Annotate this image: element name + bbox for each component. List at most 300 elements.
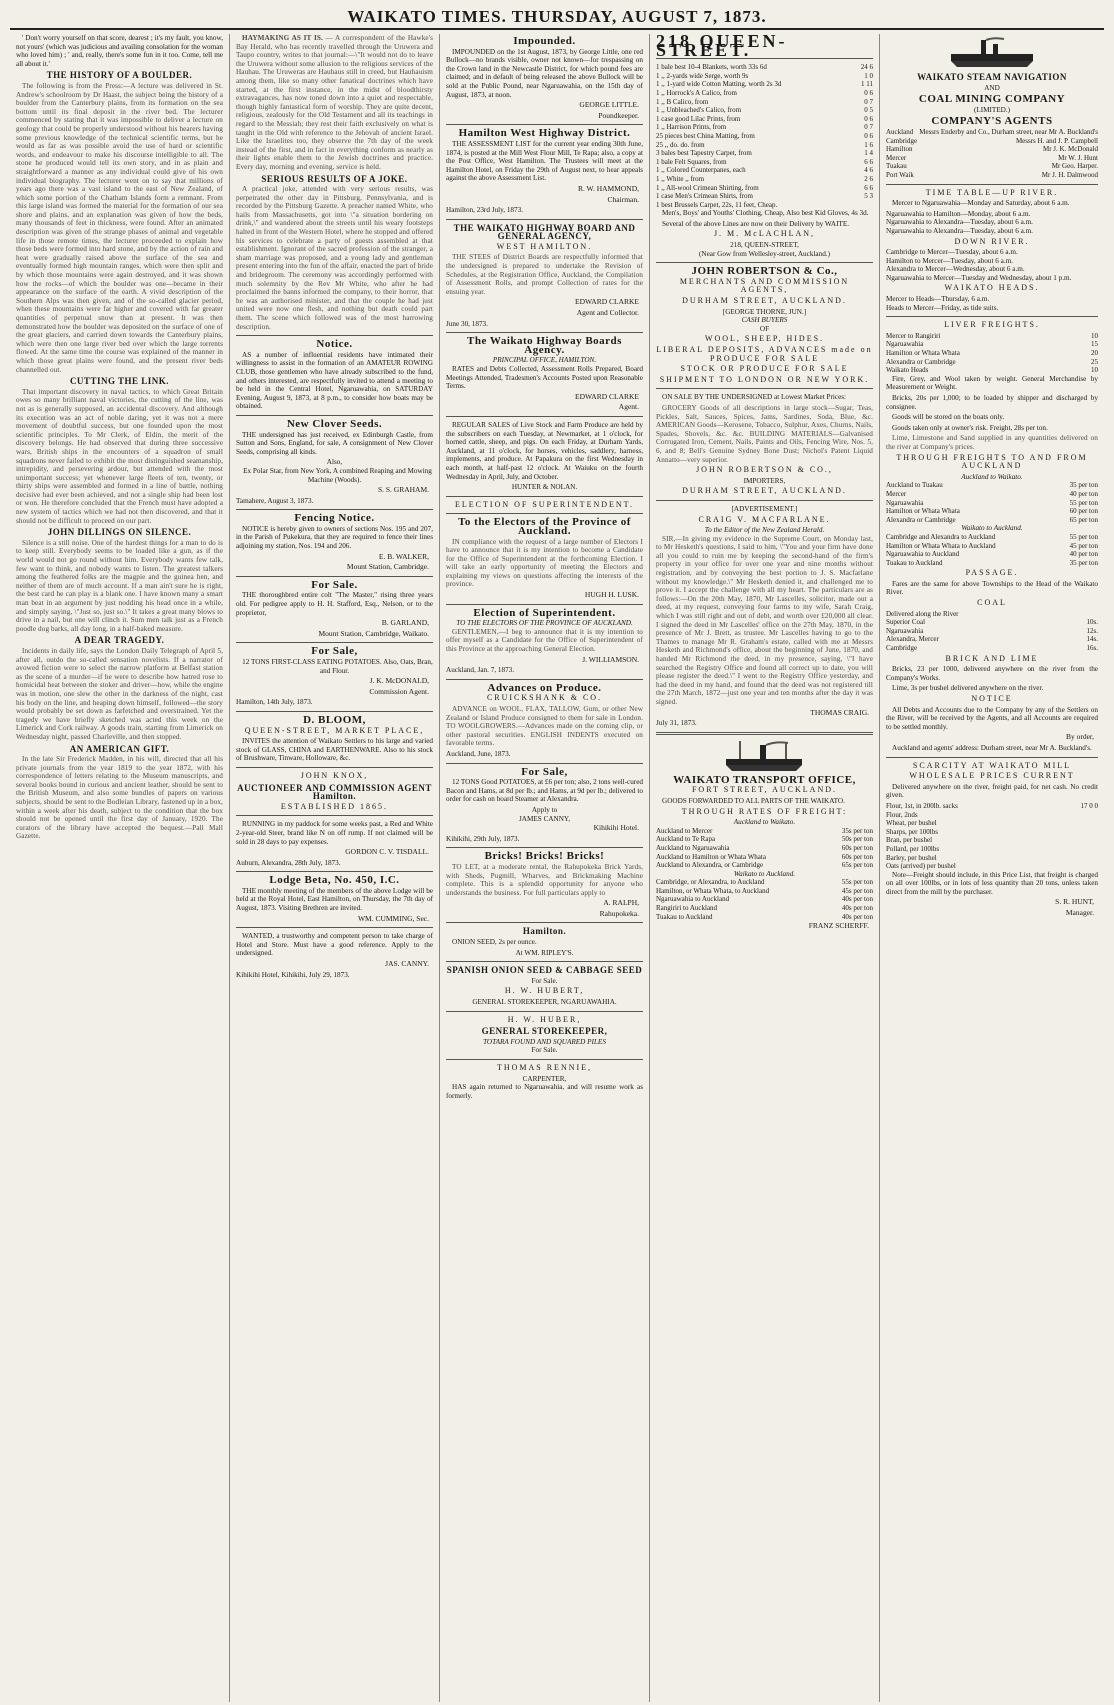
lime-text2: Lime, 3s per bushel delivered anywhere on the river. xyxy=(892,684,1044,693)
rates2-list xyxy=(656,878,873,921)
scarcity: SCARCITY AT WAIKATO MILL xyxy=(912,760,1072,770)
board-sig: EDWARD CLARKE xyxy=(575,297,639,307)
article-text: Silence is a still noise. One of the hardest things for a man to do is to keep still. Everybody seems to be loaded like a gun, as if the world would not go round without him. Everybody wants few talk, few want to think, and nobody wants to listen. The greatest talkers among the feathered folks are the magpie and the guinea hen, and neither of them are of much account. If a man ain't sure he is right, the best card he can play is a blank one. I have known many a smart man beat in an argument by just nodding his head once in a while, and simply saying, \"Just so, just so.\" It takes a great many blows to drive in a nail, but one will clinch it. Sum men talk just as a French poodle dog barks, all day long, in a half-baked measure. xyxy=(16,538,223,633)
storekeeper: GENERAL STOREKEEPER, xyxy=(481,1026,608,1037)
bloom-title: D. BLOOM, xyxy=(303,713,366,726)
wholesale-row xyxy=(886,845,1098,854)
agency-title: The Waikato Highway Boards Agency. xyxy=(467,335,622,356)
fare-row xyxy=(886,332,1098,341)
rate-row-label: Hamilton, or Whata Whata, to Auckland xyxy=(656,886,770,895)
timetable-line: Ngaruawahia to Hamilton—Monday, about 6 a.m. xyxy=(886,209,1031,218)
craig: CRAIG V. MACFARLANE. xyxy=(698,514,831,524)
price-item-value: 0 5 xyxy=(864,106,873,115)
coal-row xyxy=(886,644,1098,653)
coal-row-label: Ngaruawahia xyxy=(886,626,924,635)
wholesale: WHOLESALE PRICES CURRENT xyxy=(909,771,1075,781)
masthead: WAIKATO TIMES. THURSDAY, AUGUST 7, 1873. xyxy=(10,6,1104,30)
column-1 xyxy=(10,34,230,1702)
rate-row-value: 35s per ton xyxy=(841,826,873,835)
notice-place: Auckland and agents' address: Durham street, near Mr A. Buckland's. xyxy=(892,743,1092,752)
article-heading-silence: JOHN DILLINGS ON SILENCE. xyxy=(47,527,192,538)
rennie-text: HAS again returned to Ngaruawahia, and will resume work as formerly. xyxy=(446,1083,643,1100)
agent-row-value: Mr J. H. Dalmwood xyxy=(1041,170,1098,179)
price-item-label: 1 case good Lilac Prints, from xyxy=(656,114,741,123)
price-item xyxy=(656,175,873,184)
price-item xyxy=(656,192,873,201)
agent-row-value: Mr W. J. Hunt xyxy=(1058,153,1098,162)
clover-sig: S. S. GRAHAM. xyxy=(377,485,429,495)
rate-row-value: 40s per ton xyxy=(841,904,873,913)
craig-sig: THOMAS CRAIG. xyxy=(810,707,869,717)
timetable-line: Mercer to Heads—Thursday, 6 a.m. xyxy=(886,295,990,304)
price-item-label: 1 ,, White ,, from xyxy=(656,174,705,183)
tons-title: For Sale, xyxy=(521,765,568,778)
freight-row-value: 65 per ton xyxy=(1069,515,1098,524)
rate-row xyxy=(656,827,873,836)
bloom-sub: QUEEN-STREET, MARKET PLACE, xyxy=(244,725,425,735)
freight-row-label: Cambridge and Alexandra to Auckland xyxy=(886,532,996,541)
fenc-sub: Auckland to Waikato. xyxy=(961,472,1023,481)
bricks-text: TO LET, at a moderate rental, the Rahupokeka Brick Yards, with Sheds, Pugmill, Wharves, and Brickmaking Machine complete. This is a splendid opportunity for anyone who understands the business. For full particulars apply to xyxy=(446,862,643,897)
tons-apply: Apply to xyxy=(531,805,558,814)
agency-role: Agent. xyxy=(618,402,639,412)
passage-title: PASSAGE. xyxy=(965,568,1019,578)
advances-text: ADVANCE on WOOL, FLAX, TALLOW, Gum, or other New Zealand or Island Produce consigned to them for sale in London. TO WOOLGROWERS.—Advances made on the coming clip, or other pastoral securities. ENGLISH INDENTS executed on favorable terms. xyxy=(446,705,643,748)
fare-row-value: 15 xyxy=(1091,340,1098,349)
agent-row xyxy=(886,128,1098,137)
fare-row-value: 20 xyxy=(1091,349,1098,358)
price-item xyxy=(656,123,873,132)
craig-date: July 31, 1873. xyxy=(656,719,697,728)
fare-row xyxy=(886,366,1098,375)
freight-row-value: 45 per ton xyxy=(1069,541,1098,550)
agent-row xyxy=(886,162,1098,171)
transport-addr: FORT STREET, AUCKLAND. xyxy=(691,785,837,795)
coal-row-label: Cambridge xyxy=(886,644,918,653)
rate-row-value: 65s per ton xyxy=(841,861,873,870)
rate-row xyxy=(656,861,873,870)
rate-row xyxy=(656,844,873,853)
bricks-sig: A. RALPH, xyxy=(603,898,639,908)
fare-row-value: 25 xyxy=(1091,357,1098,366)
article-text: In the late Sir Frederick Madden, in his will, directed that all his private journals from the year 1819 to the year 1872, with his correspondence of letters relating to the Museum manuscripts, and several books bound in curious and ancient leather, should be sent to the British Museum, and also some bundles of papers on various subjects, should be sent to the Bodleian Library, fastened up in a box, within a week after his death, subject to the condition that the box should not be opened until the first day of January, 1920. The curators of the library have accepted the bequest.—Pall Mall Gazette. xyxy=(16,755,224,841)
freight-row-label: Ngaruawahia xyxy=(886,498,924,507)
hunter-sig: HUNTER & NOLAN. xyxy=(511,483,578,492)
coal-row-value: 14s. xyxy=(1086,635,1098,644)
column-5 xyxy=(880,34,1104,1702)
rate-row-label: Ngaruawahia to Auckland xyxy=(656,895,730,904)
coal-row xyxy=(886,627,1098,636)
agent-row-value: Messrs H. and J. P. Campbell xyxy=(1015,136,1098,145)
rate-row-label: Rangiriri to Auckland xyxy=(656,904,718,913)
impounded-text: IMPOUNDED on the 1st August, 1873, by George Little, one red Bullock—no brands visible, owner not known—for trespassing on the Crown land in the Newcastle District, for which pound fees are claimed; and in default of being released the above Bullock will be sold at the Public Pound, near Ngaruawahia, on the 15th day of August, 1873, at noon. xyxy=(446,47,643,99)
delivered: Delivered anywhere on the river, freight paid, for net cash. No credit given. xyxy=(886,782,1098,800)
rate-row-label: Cambridge, or Alexandra, to Auckland xyxy=(656,878,765,887)
price-item xyxy=(656,132,873,141)
coal-title: COAL MINING COMPANY xyxy=(918,93,1066,106)
tons-place: Kihikihi Hotel. xyxy=(593,823,639,833)
coal-list xyxy=(886,610,1098,653)
price-item-value: 0 7 xyxy=(864,123,873,132)
shipment: SHIPMENT TO LONDON OR NEW YORK. xyxy=(659,374,870,384)
bloom-text: INVITES the attention of Waikato Settlers to his large and varied stock of GLASS, CHINA and EARTHENWARE. Also to his stock of Brushware, Tinware, Holloware, &c. xyxy=(236,737,433,763)
price-item-value: 24 6 xyxy=(860,63,873,72)
heads-title: WAIKATO HEADS. xyxy=(944,283,1040,293)
fire-text: Fire, Grey, and Wool taken by weight. General Merchandise by Measurement or Weight. xyxy=(886,374,1098,392)
durham: DURHAM STREET, AUCKLAND. xyxy=(682,486,847,496)
tons-text: 12 TONS Good POTATOES, at £6 per ton; also, 2 tons well-cured Bacon and Hams, at 8d per lb.; and Hams, at 9d per lb.; delivered to order for cash on board Steamer at Alexandra. xyxy=(446,778,643,804)
coal-head: COAL xyxy=(977,598,1007,608)
rate-row-label: Auckland to Hamilton or Whata Whata xyxy=(656,852,766,861)
rate-row-label: Auckland to Te Rapa xyxy=(656,835,716,844)
freight-row-label: Alexandra or Cambridge xyxy=(886,515,956,524)
price-item-label: 1 ,, Harrison Prints, from xyxy=(656,123,727,132)
agent-row-label: Tuakau xyxy=(886,162,907,171)
rate-row-value: 50s per ton xyxy=(841,835,873,844)
coal-row-value: 16s. xyxy=(1086,644,1098,653)
fare-row xyxy=(886,340,1098,349)
lodge-sig: WM. CUMMING, Sec. xyxy=(357,913,429,923)
huber2: H. W. HUBER, xyxy=(507,1014,582,1024)
onsale-list: GROCERY Goods of all descriptions in large stock—Sugar, Teas, Pickles, Salt, Sauces, Spices, Jams, Sardines, Soda, Blue, &c. AMERICAN Goods—Kerosene, Tobacco, Sulphur, Axes, Churns, Nails, Spades, Shovels, &c. &c. BUILDING MATERIALS—Galvanised Corrugated Iron, Cement, Nails, Paints and Oils, Fencing Wire, Nos. 5, 6, and 8; Bell's Genuine Sydney Bone Dust; Nichol's Patent Liquid Annatto—very superior. xyxy=(656,403,873,464)
wanted-date: Kihikihi Hotel, Kihikihi, July 29, 1873. xyxy=(236,970,350,979)
hunter-text: REGULAR SALES of Live Stock and Farm Produce are held by the subscribers on each Tuesday, at Newmarket, at 1 o'clock, for horned cattle, sheep, and pigs. On each Friday, at Durham Yards, Auckland, at 11 o'clock, for horses, vehicles, saddlery, harness, implements, and produce. At Papakura on the first Wednesday in each month, at half-past 12 o'clock. At Waiuku on the fourth Wednesday in April, July, and October. xyxy=(446,420,643,481)
also-text: Men's, Boys' and Youths' Clothing, Cheap, Also best Kid Gloves, 4s 3d. xyxy=(662,209,869,218)
rate-row xyxy=(656,887,873,896)
bricks-title: Bricks! Bricks! Bricks! xyxy=(484,850,605,863)
price-item xyxy=(656,63,873,72)
goods-text: Goods will be stored on the boats only. xyxy=(892,413,1005,422)
onion-text: ONION SEED, 2s per ounce. xyxy=(452,938,537,947)
election2-date: Auckland, Jan. 7, 1873. xyxy=(446,666,515,675)
onsale: ON SALE BY THE UNDERSIGNED at Lowest Market Prices: xyxy=(662,393,847,402)
price-item xyxy=(656,89,873,98)
limited: (LIMITED.) xyxy=(973,105,1011,114)
freight-row xyxy=(886,559,1098,568)
fare-row-label: Alexandra or Cambridge xyxy=(886,357,956,366)
timetable-line: Ngaruawahia to Mercer—Tuesday and Wednesday, about 1 p.m. xyxy=(886,273,1072,282)
impounded-sig: GEORGE LITTLE. xyxy=(579,100,639,110)
price-item-value: 4 6 xyxy=(864,166,873,175)
election2-sub: TO THE ELECTORS OF THE PROVINCE OF AUCKLAND. xyxy=(456,619,633,628)
price-item-label: 25 pieces best China Matting, from xyxy=(656,131,755,140)
timetable-line: Hamilton to Mercer—Tuesday, about 6 a.m. xyxy=(886,256,1014,265)
price-list xyxy=(656,63,873,209)
heads-lines xyxy=(886,295,1098,312)
price-item xyxy=(656,98,873,107)
rate-row-label: Auckland to Ngaruawahia xyxy=(656,843,730,852)
clover-text: THE undersigned has just received, ex Edinburgh Castle, from Sutton and Sons, England, for sale, A consignment of New Clover Seeds, comprising all kinds. xyxy=(236,430,433,456)
robertson: JOHN ROBERTSON & Co., xyxy=(691,265,838,278)
price-item xyxy=(656,141,873,150)
rate-row-label: Auckland to Mercer xyxy=(656,826,713,835)
stock: STOCK OR PRODUCE FOR SALE xyxy=(680,364,849,374)
price-item xyxy=(656,184,873,193)
price-item xyxy=(656,80,873,89)
fare-row-value: 10 xyxy=(1091,331,1098,340)
robertson-addr: DURHAM STREET, AUCKLAND. xyxy=(682,296,847,306)
freight-row-label: Tuakau to Auckland xyxy=(886,558,943,567)
agent-row-value: Mr J. K. McDonald xyxy=(1042,145,1098,154)
fares-title: LIVER FREIGHTS. xyxy=(944,320,1040,330)
wholesale-row-label: Wheat, per bushel xyxy=(886,819,937,828)
steamship-icon xyxy=(720,739,810,773)
price-item-value: 1 6 xyxy=(864,140,873,149)
forsale-text: THE thoroughbred entire colt "The Master," rising three years old. For pedigree apply to H. H. Stafford, Esq., Nelson, or to the proprietor, xyxy=(236,591,433,617)
potatoes-sig: J. K. McDONALD, xyxy=(369,676,429,686)
article-text: That important discovery in naval tactics, to which Great Britain owes so many brilliant naval victories, the cutting of the line, was not as is generally supposed, an accidental discovery. And although its execution was an act of noble daring, yet it was not a mere movement of doubtful success, but one founded upon the most scientific principles. To Mr Clerk, of Eldin, the merit of the discovery belongs. He had observed that during three successive wars, British ships in the encounters of a squadron of small squadrons never failed to exhibit the most distinguished seamanship, intrepidity, and persevering ardour, but attended with the most unimportant success; yet whenever large fleets of ten, twenty, or thirty ships were assembled and formed in a line of battle, nothing decisive had ever been achieved, and not a single ship had been lost or won. He therefore concluded that the French must have adopted a new system of tactics which we had not then discovered, and that it should not be difficult to proceed on our part. xyxy=(16,387,223,525)
fare-row-label: Mercer to Rangiriri xyxy=(886,331,941,340)
knox-title: AUCTIONEER AND COMMISSION AGENT Hamilton. xyxy=(237,782,432,802)
wholesale-row-value: 17 0 0 xyxy=(1080,801,1098,810)
price-item-label: 1 bale best 10-4 Blankets, worth 33s 6d xyxy=(656,63,767,72)
coal-row-label: Delivered along the River xyxy=(886,609,959,618)
freight-row-value: 60 per ton xyxy=(1069,507,1098,516)
fencing-sig: E. B. WALKER, xyxy=(378,551,429,561)
manager-sig: S. R. HUNT, xyxy=(1055,897,1094,907)
article-credit: —Pall Mall Gazette. xyxy=(16,823,224,841)
freight-row-label: Mercer xyxy=(886,489,907,498)
article-heading-link: CUTTING THE LINK. xyxy=(69,376,170,387)
forsale-title: For Sale. xyxy=(311,578,358,591)
notice-text: All Debts and Accounts due to the Company by any of the Settlers on the River, will be received by the Agents, and all Accounts are required to be settled monthly. xyxy=(886,705,1098,731)
article-heading-tragedy: A DEAR TRAGEDY. xyxy=(74,635,165,646)
election2-text: GENTLEMEN,—I beg to announce that it is my intention to offer myself as a Candidate for the Office of Superintendent of this Province at the approaching General Election. xyxy=(446,627,643,654)
totara-sub: For Sale. xyxy=(531,1046,558,1055)
rate-row-value: 60s per ton xyxy=(841,852,873,861)
election-title: ELECTION OF SUPERINTENDENT. xyxy=(455,499,634,509)
rate-row-value: 60s per ton xyxy=(841,843,873,852)
down-title: DOWN RIVER. xyxy=(954,236,1030,246)
price-item xyxy=(656,201,873,210)
coal-row xyxy=(886,635,1098,644)
agent-row-value: Mr Geo. Harper. xyxy=(1051,162,1098,171)
robertson-role: MERCHANTS AND COMMISSION AGENTS, xyxy=(679,276,850,295)
agent-row-label: Cambridge xyxy=(886,136,918,145)
rate-row xyxy=(656,904,873,913)
freight-row-value: 35 per ton xyxy=(1069,558,1098,567)
wholesale-row-label: Flour, 2nds xyxy=(886,810,918,819)
agent-row-label: Port Waik xyxy=(886,170,914,179)
price-item xyxy=(656,115,873,124)
time-text: Mercer to Ngaruawahia—Monday and Saturday, about 6 a.m. xyxy=(892,199,1070,208)
clover-also: Also, xyxy=(326,458,343,467)
lime-notice: Lime, Limestone and Sand supplied in any quantities delivered on the river at Company's prices. xyxy=(886,434,1098,451)
price-item-label: 1 ,, Unbleached's Calico, from xyxy=(656,106,742,115)
freight-row-label: Auckland to Tuakau xyxy=(886,481,943,490)
rate-row-label: Tuakau to Auckland xyxy=(656,912,713,921)
electors-title: To the Electors of the Province of Auckland. xyxy=(458,516,631,537)
agent-row xyxy=(886,137,1098,146)
fenc2-list xyxy=(886,533,1098,567)
agent-row-label: Mercer xyxy=(886,153,907,162)
electors-sig: HUGH H. LUSK. xyxy=(584,590,639,600)
fenc-title: THROUGH FREIGHTS TO AND FROM AUCKLAND xyxy=(896,452,1088,471)
columns xyxy=(10,34,1104,1702)
price-item xyxy=(656,149,873,158)
totara: TOTARA FOUND AND SQUARED PILES xyxy=(483,1037,606,1046)
wholesale-row xyxy=(886,828,1098,837)
article-heading-joke: SERIOUS RESULTS OF A JOKE. xyxy=(261,173,408,184)
forsale-sig: B. GARLAND, xyxy=(381,618,429,628)
price-item-value: 1 11 xyxy=(861,80,873,89)
freight-row-label: Ngaruawahia to Auckland xyxy=(886,550,960,559)
freight-row xyxy=(886,550,1098,559)
timetable-line: Alexandra to Mercer—Wednesday, about 6 a.m. xyxy=(886,265,1025,274)
clover-date: Tamahere, August 3, 1873. xyxy=(236,496,314,505)
price-item-label: 1 bale Felt Squares, from xyxy=(656,157,727,166)
price-item-value: 0 6 xyxy=(864,114,873,123)
notice-rowing-text: AS a number of influential residents have intimated their willingness to assist in the formation of an AMATEUR ROWING CLUB, those gentlemen who have already subscribed to the fund, and others interested, are respectfully invited to attend a meeting to be held in the Central Hotel, Ngaruawahia, on SATURDAY Evening, August 9, 1873, at 8 p.m., to consider how boats may be obtained. xyxy=(236,350,433,411)
rate-row xyxy=(656,895,873,904)
passage-text: Fares are the same for above Townships to the Head of the Waikato River. xyxy=(886,579,1098,597)
wholesale-row xyxy=(886,811,1098,820)
freight-row xyxy=(886,516,1098,525)
board-place: WEST HAMILTON. xyxy=(496,241,593,251)
price-item xyxy=(656,166,873,175)
bricks-place: Rahupokeka. xyxy=(599,908,639,918)
price-item-label: 25 ,, do. do. from xyxy=(656,140,705,149)
price-item-label: 3 bales best Tapestry Carpet, from xyxy=(656,149,752,158)
down-lines xyxy=(886,248,1098,282)
freight-row xyxy=(886,490,1098,499)
freight-row-value: 55 per ton xyxy=(1069,498,1098,507)
wanted-text: WANTED, a trustworthy and competent person to take charge of Hotel and Store. Must have a good reference. Apply to the undersigned. xyxy=(236,932,433,958)
transport-sig: FRANZ SCHERFF. xyxy=(808,921,869,931)
rate-row-value: 55s per ton xyxy=(841,878,873,887)
rates-sub: Auckland to Waikato. xyxy=(733,818,796,827)
craig-text: SIR,—In giving my evidence in the Supreme Court, on Monday last, to Mr Hesketh's questions, I said to him, \"You and your firm have done all you could to ruin me by keeping the second-hand of the firm's property in your office for over one year and nine months without registration, and by conveying the best portion to J. S. Macfarlane without my knowledge.\" Mr Hesketh denied it, and challenged me to prove it. I accept the challenge with all my heart. The particulars are as follows:—On the 20th May, 1870, Mr Lascelles, solicitor, made out a deed, at my request, conveying four farms to my wife, Sarah Craig, which I was still right and out of debt, and worth over £20,000 all clear. I signed the deed in Mr Lascelles' office on the 27th May, 1870, in the presence of Mr J. Brett, as trustee. Mr Lascelles having to go to the Thames to manage Mr R. Graham's estate, called with me at Messrs Hesketh and Richmond's office, about the beginning of June, 1870, and handed Mr Richmond the deed, in my presence, saying, \"I have searched the Registry Office and found all correct up to date, you will please register the deed.\" I went to the Registry Office yesterday, and had the deed in my hand, and found that the deed was not registered till the 27th March, 1872—just one year and ten months after the day it was signed. xyxy=(656,534,873,706)
impounded-role: Poundkeeper. xyxy=(598,110,639,120)
seeds-title: SPANISH ONION SEED & CABBAGE SEED xyxy=(446,965,643,976)
tons-date: Kihikihi, 29th July, 1873. xyxy=(446,834,520,843)
impounded-title: Impounded. xyxy=(513,35,576,47)
freight-row xyxy=(886,499,1098,508)
hamilton-sig: R. W. HAMMOND, xyxy=(577,183,639,193)
wholesale-row-label: Bran, per bushel xyxy=(886,836,933,845)
cash-buyers: CASH BUYERS xyxy=(741,316,788,325)
potatoes-title: For Sale, xyxy=(311,645,358,658)
hamilton-date: Hamilton, 23rd July, 1873. xyxy=(446,206,523,215)
transport-title: WAIKATO TRANSPORT OFFICE, xyxy=(673,773,856,786)
wholesale-row-label: Oats (arrived) per bushel xyxy=(886,862,956,871)
price-item-label: 1 ,, Colored Counterpanes, each xyxy=(656,166,746,175)
board-text: THE STEES of District Boards are respectfully informed that the undersigned is prepared to undertake the Revision of Schedules, at the Registration Office, Auckland, the Compilation of Assessment Rolls, and prompt Collection of rates for the ensuing year. xyxy=(446,253,643,296)
price-item-label: 1 ,, Horrock's A Calico, from xyxy=(656,88,737,97)
freight-row xyxy=(886,542,1098,551)
article-heading-boulder: THE HISTORY OF A BOULDER. xyxy=(46,70,193,81)
rate-row-value: 45s per ton xyxy=(841,886,873,895)
agent-row-value: Messrs Enderby and Co., Durham street, near Mr A. Buckland's xyxy=(919,127,1098,136)
hubert-role: GENERAL STOREKEEPER, NGARUAWAHIA. xyxy=(472,998,617,1007)
price-item-label: 1 ,, 2-yards wide Serge, worth 9s xyxy=(656,71,749,80)
running-date: Auburn, Alexandra, 28th July, 1873. xyxy=(236,858,341,867)
board-date: June 30, 1873. xyxy=(446,319,488,328)
price-item-value: 0 7 xyxy=(864,97,873,106)
several-text: Several of the above Lines are now on their Delivery by WAITE. xyxy=(662,219,850,228)
rennie: THOMAS RENNIE, xyxy=(496,1063,593,1072)
wholesale-row-label: Flour, 1st, in 200lb. sacks xyxy=(886,801,958,810)
price-item-value: 0 6 xyxy=(864,131,873,140)
rate-row xyxy=(656,835,873,844)
hamilton-title: Hamilton West Highway District. xyxy=(458,127,631,140)
board-title: THE WAIKATO HIGHWAY BOARD AND GENERAL AGENCY, xyxy=(453,222,636,242)
wanted-sig: JAS. CANNY. xyxy=(385,959,429,969)
column-3 xyxy=(440,34,650,1702)
electors-text: IN compliance with the request of a large number of Electors I have to announce that it is my intention to become a Candidate for the Office of Superintendent at the forthcoming Election. I will take an early opportunity of meeting the Electors and explaining my views on questions affecting the interests of the province. xyxy=(446,537,643,589)
onion-sig: At WM. RIPLEY'S. xyxy=(515,948,574,957)
article-text: Incidents in daily life, says the London Daily Telegraph of April 5, after all, outdo the so-called sensation novelists. If a narrator of avowed fiction were to select the narrow platform at Belfast station as the scene of a murder—if he were to describe how hatred rose to homicidal heat between the stoker and driver—how, while the engine was in motion, one slew the other in the darkness of the night, cast his body on the line, and heaping down himself, followed—the story would probably be set down as farfetched and overstrained. Yet the tragedy we have briefly sketched was acted this week on the Limerick and Cork railway. A goods train, starting from Limerick on Wednesday night, passed Charleville, and then stopped. xyxy=(16,646,223,741)
hubert: H. W. HUBERT, xyxy=(504,986,585,996)
advert: [ADVERTISEMENT.] xyxy=(731,504,798,513)
rate-row-value: 40s per ton xyxy=(841,912,873,921)
potatoes-text: 12 TONS FIRST-CLASS EATING POTATOES. Also, Oats, Bran, and Flour. xyxy=(242,658,433,675)
time-title: TIME TABLE—UP RIVER. xyxy=(925,187,1059,197)
bricks-text: Bricks, 20s per 1,000; to be loaded by shipper and discharged by consignee. xyxy=(886,394,1098,411)
agent-row xyxy=(886,145,1098,154)
coal-row xyxy=(886,610,1098,619)
timetable-line: Ngaruawahia to Alexandra—Tuesday, about 6 a.m. xyxy=(886,226,1033,235)
fare-row xyxy=(886,349,1098,358)
fencing-place: Mount Station, Cambridge. xyxy=(346,562,429,572)
wool: WOOL, SHEEP, HIDES. xyxy=(704,334,825,344)
fenc-list xyxy=(886,481,1098,524)
craig-intro: To the Editor of the New Zealand Herald. xyxy=(704,526,825,535)
street-heading: 218 QUEEN-STREET. xyxy=(656,34,788,60)
lime-title: BRICK AND LIME xyxy=(945,653,1039,663)
timetable-line: Heads to Mercer—Friday, as tide suits. xyxy=(886,303,999,312)
clover-extra: Ex Polar Star, from New York, A combined Reaping and Mowing Machine (Woods). xyxy=(243,466,432,484)
mclachlan-addr: 218, QUEEN-STREET, xyxy=(730,241,799,250)
price-item-label: 1 ,, All-wool Crimean Shirting, from xyxy=(656,183,759,192)
clover-title: New Clover Seeds. xyxy=(286,417,383,430)
price-item-value: 6 6 xyxy=(864,183,873,192)
fare-row-label: Ngaruawahia xyxy=(886,340,924,349)
fares-list xyxy=(886,332,1098,375)
price-item xyxy=(656,158,873,167)
board-role: Agent and Collector. xyxy=(576,308,639,318)
column-4 xyxy=(650,34,880,1702)
running-sig: GORDON C. V. TISDALL. xyxy=(345,847,429,857)
election2-title: Election of Superintendent. xyxy=(473,606,616,619)
freight-row-value: 40 per ton xyxy=(1069,489,1098,498)
article-text: The following is from the Press:—A lecture was delivered in St. Andrew's schoolroom by Dr Haast, the subject being the history of a boulder from the Canterbury plains, from its formation on the sea bottom until its final deposit in the river bed. The lecturer commenced by stating that it was impossible to deliver a lecture on geology that could be properly understood without his hearers having some previous knowledge of the technical scientific terms, but he would as far as was possible avoid the use of hard or scientific words, and endeavour to make his discourse intelligible to all. The stone he produced would tell its own story, and in as plain and straightforward a manner as any individual could give of his own individual biography. The lecturer went on to say that millions of years ago there was a vast island to the east of New Zealand, of which some portion of the Chatham Islands form a remnant. From this large island was formed the material for the formation of our sea shore and plains, and an explanation was given of how the beds, many thousands of feet in thickness, were found. After an animated description was given of the strange phases of animal and vegetable life in those remote times, the lecturer proceeded to explain how those beds were formed into hard stone, and by the action of rain and heat were gradually raised above the surface of the sea and eventually formed high mountain ranges, which were then split and by which those mountains were again destroyed, and it was shown how the rocks—of which the boulder was one—became in their appearance on the surface of the earth. A vivid description of the Southern Alps was then given, and of the so-called glacier period, when these mountains were far higher and covered with far greater quantities of perpetual snow than at present. It was then demonstrated how the boulder was deposited on the surface of one of the great glaciers, and carried down towards the Canterbury plains, which were then one large river bed over which the large torrents flowed. At the same time the course was explained of the manner in which those great plains were found, and the present river beds channelled out. xyxy=(16,81,223,374)
fencing-text: NOTICE is hereby given to owners of sections Nos. 195 and 207, in the Parish of Pukekura, that they are required to fence their lines adjoining my station, Nos. 194 and 206. xyxy=(236,524,433,551)
cruickshank-date: Auckland, June, 1873. xyxy=(446,749,511,758)
george: [GEORGE THORNE, JUN.] xyxy=(722,307,807,316)
lodge-text: THE monthly meeting of the members of the above Lodge will be held at the Royal Hotel, East Hamilton, on Thursday, the 7th day of August, 1873. Visiting Brethren are invited. xyxy=(236,886,433,913)
agent-row xyxy=(886,171,1098,180)
rate-row xyxy=(656,913,873,922)
rates-sub2: Waikato to Auckland. xyxy=(733,869,796,878)
rate-row-label: Auckland to Alexandra, or Cambridge xyxy=(656,861,764,870)
running-text: RUNNING in my paddock for some weeks past, a Red and White 2-year-old Steer, brand like N on off rump. If not claimed will be sold in 28 days to pay expenses. xyxy=(236,820,433,846)
forsale-place: Mount Station, Cambridge, Waikato. xyxy=(318,628,429,638)
price-item-value: 1 4 xyxy=(864,149,873,158)
coal-row-label: Superior Coal xyxy=(886,618,926,627)
agency-sig: EDWARD CLARKE xyxy=(575,391,639,401)
of-label: OF xyxy=(759,324,770,333)
fencing-title: Fencing Notice. xyxy=(294,512,375,525)
agent-row xyxy=(886,154,1098,163)
notice-rowing-title: Notice. xyxy=(316,338,353,351)
wholesale-row-label: Pollard, per 100lbs xyxy=(886,844,940,853)
timetable-line: Cambridge to Mercer—Tuesday, about 6 a.m. xyxy=(886,248,1018,257)
article-text: HAYMAKING AS IT IS. — A correspondent of the Hawke's Bay Herald, who has recently travelled through the Uruwera and Taupo country, writes to that journal:—\"It would not do to leave the Uruwera without some allusion to the religious services of the Hauhau. The Uruweras are Hauhaus still in creed, but Hauhauism among them, like so many other fanatical doctrines which have started, at the first instance, in the midst of bloodthirsty extravagances, has now toned down into a quiet and respectable, though highly fantastical form of worship. They are quite decent, religious, zealously for the Old Testament and all its teachings in regard to the Messiah; they rest their faith exclusively on what is taught in the Old with reference to the Jehovah of ancient Israel. Like the Israelites too, they observe the 7th day of the week instead of the first, and in fact in everything conform as nearly as their lights enable them to the Jewish doctrines and practice. Every day, morning and evening, service is held. xyxy=(236,34,433,171)
price-item xyxy=(656,106,873,115)
transport-text: GOODS FORWARDED TO ALL PARTS OF THE WAIKATO. xyxy=(662,796,845,805)
mclachlan-note: (Near Gow from Wellesley-street, Auckland.) xyxy=(698,249,830,258)
